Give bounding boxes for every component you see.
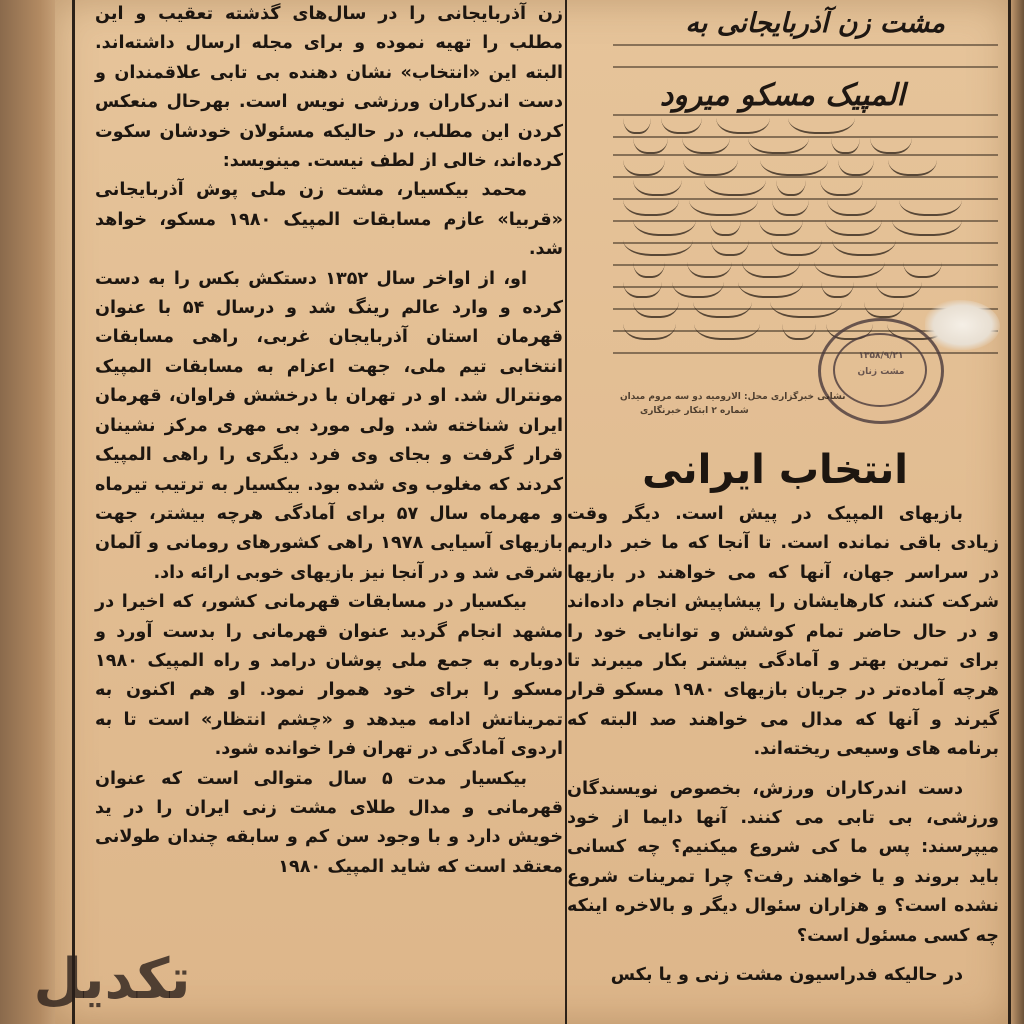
right-article-paragraph: دست اندرکاران ورزش، بخصوص نویسندگان ورزشی، بی تابی می کنند. آنها دایما از خود میپرسند: پس ما کی شروع میکنیم؟ چه کسانی باید بروند و یا خواهند رفت؟ چرا تمرینات شروع نشده است؟ و هزاران سئوال دیگر و بالاخره اینکه چه کسی مسئول است؟: [567, 778, 999, 946]
handwriting-stroke: [782, 324, 816, 340]
handwriting-stroke: [682, 138, 730, 154]
handwriting-stroke: [687, 262, 732, 278]
left-article-column: [95, 0, 563, 1024]
handwriting-stroke: [623, 118, 651, 134]
handwriting-stroke: [711, 240, 749, 256]
handwriting-stroke: [683, 160, 738, 176]
letter-ruled-line: [613, 114, 998, 116]
handwriting-stroke: [623, 240, 693, 256]
handwriting-stroke: [710, 220, 741, 236]
handwriting-stroke: [633, 180, 682, 196]
right-border-rule: [1008, 0, 1011, 1024]
handwriting-stroke: [759, 220, 803, 236]
handwriting-stroke: [831, 138, 860, 154]
letter-title-line-1: مشت زن آذربایجانی به: [685, 8, 945, 39]
handwriting-stroke: [672, 282, 724, 298]
handwriting-stroke: [788, 118, 855, 134]
handwriting-stroke: [832, 240, 896, 256]
handwriting-stroke: [623, 324, 676, 340]
handwriting-stroke: [827, 200, 877, 216]
left-article-paragraph: زن آذربایجانی را در سال‌های گذشته تعقیب و این مطلب را تهیه نموده و برای مجله ارسال داشته‌اند. البته این «انتخاب» نشان دهنده بی تابی علاقمندان و دست اندرکاران ورزشی نویس است. بهرحال منعکس کردن این مطلب، در حالیکه مسئولان خودشان سکوت کرده‌اند، خالی از لطف نیست. مینویسد:: [95, 4, 563, 172]
left-article-paragraph: محمد بیکسیار، مشت زن ملی پوش آذربایجانی «قربیا» عازم مسابقات المپیک ۱۹۸۰ مسکو، خواهد شد.: [95, 180, 563, 260]
handwriting-stroke: [825, 220, 882, 236]
torn-paper-spot: [925, 300, 1000, 350]
handwriting-stroke: [760, 160, 828, 176]
stamp-date: ۱۳۵۸/۹/۲۱: [858, 351, 904, 361]
handwriting-stroke: [771, 240, 822, 256]
handwriting-stroke: [892, 220, 962, 236]
handwriting-stroke: [870, 138, 912, 154]
left-article-paragraph: او، از اواخر سال ۱۳۵۲ دستکش بکس را به دست کرده و وارد عالم رینگ شد و درسال ۵۴ با عنوان قهرمان استان آذربایجان غربی، راهی مسابقات انتخابی تیم ملی، جهت اعزام به مسابقات المپیک مونترال شد. او در تهران با درخشش فراوان، قهرمان ایران شناخته شد. ولی مورد بی مهری مرکز نشینان قرار گرفت و بجای وی فرد دیگری را راهی المپیک کردند که مغلوب وی شده بود. بیکسیار به ترتیب تیرماه و مهرماه سال ۵۷ برای آمادگی هرچه بیشتر، جهت بازیهای آسیایی ۱۹۷۸ راهی کشورهای رومانی و آلمان شرقی شد و در آنجا نیز بازیهای خوبی ارائه داد.: [95, 268, 563, 583]
letter-ruled-line: [613, 176, 998, 178]
handwriting-stroke: [623, 200, 679, 216]
article-headline: انتخاب ایرانی: [642, 447, 908, 493]
handwriting-stroke: [899, 200, 962, 216]
handwriting-stroke: [633, 220, 696, 236]
right-article-paragraph: بازیهای المپیک در پیش است. دیگر وقت زیادی باقی نمانده است. تا آنجا که ما خبر داریم در سراسر جهان، آنها که می خواهند در بازیها شرکت کنند، کارهایشان را پیشاپیش انجام داده‌اند و در حال حاضر تمام کوشش و توانایی خود را برای تمرین بهتر و آمادگی بیشتر بکار میبرند تا هرچه آماده‌تر در جریان بازیهای ۱۹۸۰ مسکو قرار گیرند و آنها که مدال می خواهند صد البته که برنامه های وسیعی ریخته‌اند.: [567, 504, 1000, 760]
handwriting-stroke: [772, 200, 809, 216]
handwriting-stroke: [623, 160, 665, 176]
right-article-column: [567, 500, 999, 1024]
handwriting-stroke: [633, 138, 668, 154]
letter-title-line-2: المپیک مسکو میرود: [659, 78, 905, 113]
left-article-paragraph: بیکسیار مدت ۵ سال متوالی است که عنوان قهرمانی و مدال طلای مشت زنی ایران را در ید خویش دارد و با وجود سن کم و سابقه چندان طولانی معتقد است که شاید المپیک ۱۹۸۰: [95, 768, 563, 877]
left-border-rule: [72, 0, 75, 1024]
handwriting-stroke: [814, 262, 885, 278]
handwriting-stroke: [693, 302, 752, 318]
handwriting-stroke: [820, 180, 863, 196]
handwritten-letter: [605, 0, 1005, 420]
letter-ruled-line: [613, 44, 998, 46]
handwriting-stroke: [888, 160, 937, 176]
post-stamp: [818, 318, 944, 424]
handwriting-stroke: [776, 180, 806, 196]
handwriting-stroke: [876, 282, 922, 298]
handwriting-stroke: [770, 302, 842, 318]
handwriting-stroke: [661, 118, 702, 134]
letter-ruled-line: [613, 66, 998, 68]
letter-ruled-line: [613, 154, 998, 156]
handwriting-stroke: [633, 262, 665, 278]
handwriting-stroke: [689, 200, 758, 216]
letter-caption-1: نشانی خبرگزاری محل: الارومیه دو سه مروم میدان: [620, 392, 846, 402]
left-article-paragraph: بیکسیار در مسابقات قهرمانی کشور، که اخیرا در مشهد انجام گردید عنوان قهرمانی را بدست آورد و دوباره به جمع ملی پوشان درامد و راه المپیک ۱۹۸۰ مسکو را برای خود هموار نمود. او هم اکنون به تمریناتش ادامه میدهد و «چشم انتظار» است تا به اردوی آمادگی در تهران فرا خوانده شود.: [95, 592, 563, 760]
handwriting-stroke: [738, 282, 803, 298]
handwriting-stroke: [821, 282, 854, 298]
handwriting-stroke: [694, 324, 760, 340]
letter-ruled-line: [613, 286, 998, 288]
handwriting-stroke: [748, 138, 809, 154]
handwriting-stroke: [704, 180, 766, 196]
handwriting-stroke: [864, 302, 904, 318]
site-watermark: تکدیل: [33, 947, 191, 1012]
letter-caption-2: شماره ۲ ابتکار خبرنگاری: [640, 406, 749, 416]
handwriting-stroke: [623, 282, 662, 298]
handwriting-stroke: [903, 262, 942, 278]
right-article-paragraph: در حالیکه فدراسیون مشت زنی و یا بکس: [610, 965, 963, 986]
handwriting-stroke: [742, 262, 800, 278]
stamp-label: مشت زنان: [857, 367, 905, 377]
handwriting-stroke: [633, 302, 679, 318]
handwriting-stroke: [838, 160, 874, 176]
handwriting-stroke: [716, 118, 770, 134]
